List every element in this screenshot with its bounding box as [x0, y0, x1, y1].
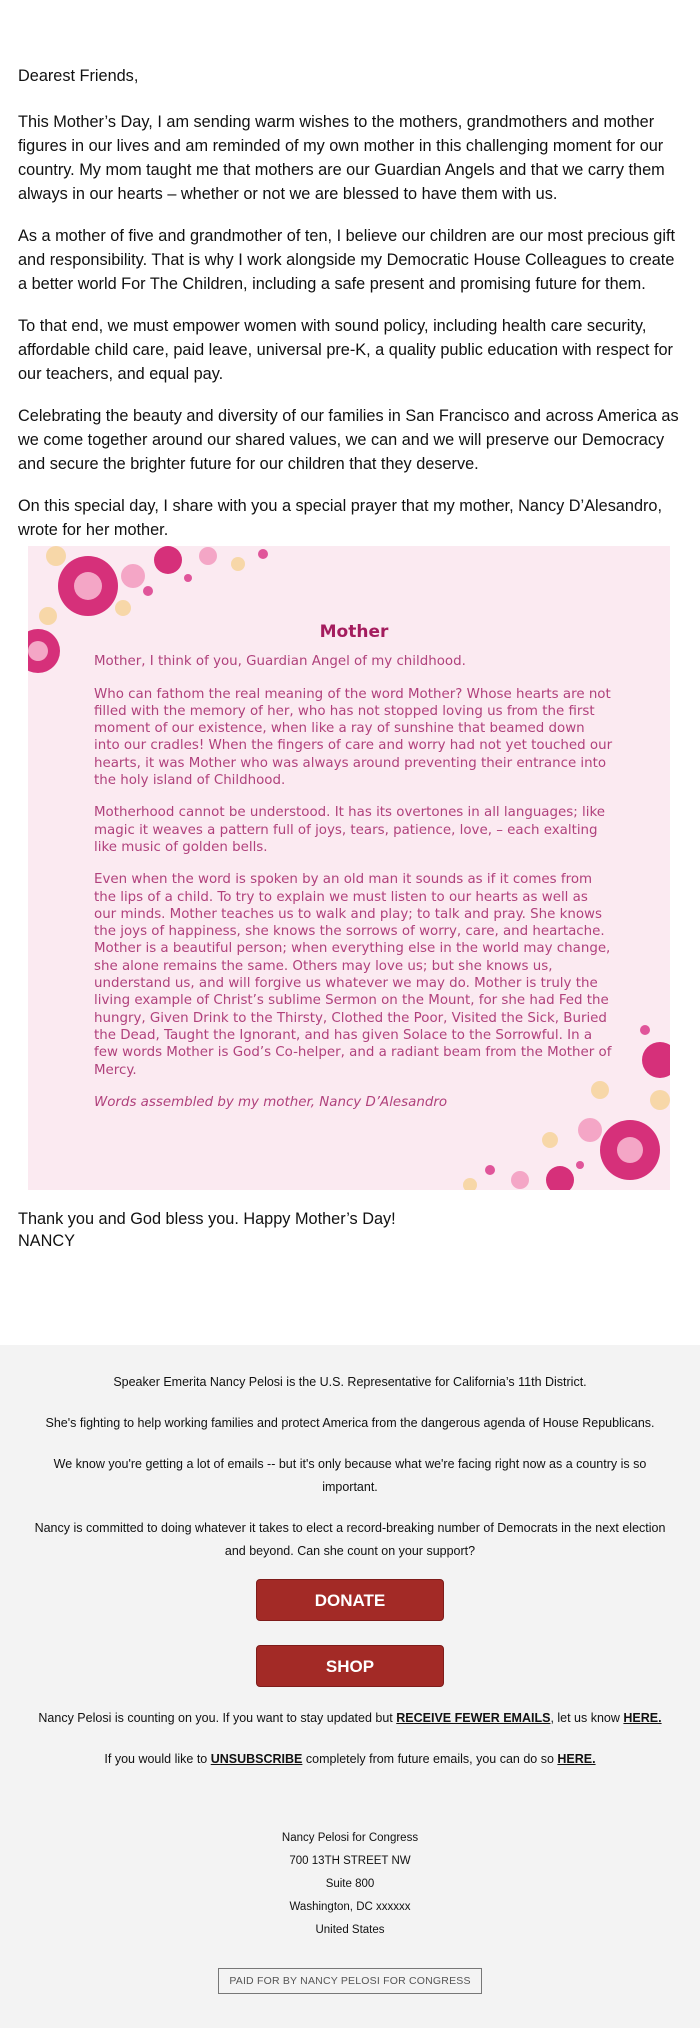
email-footer	[0, 1345, 700, 2028]
unsubscribe-text: completely from future emails, you can do so	[302, 1752, 558, 1766]
unsubscribe-here-link[interactable]: HERE.	[557, 1752, 596, 1766]
poem-stanza: Who can fathom the real meaning of the word Mother? Whose hearts are not filled with the memory of her, who has not stopped loving us from the first moment of our existence, when like a ray of sunshine that beamed down into our cradles! When the fingers of care and worry had not yet touched our hearts, it was Mother who was always around preventing their entrance into the holy island of Childhood.	[94, 686, 613, 789]
footer-line: She's fighting to help working families and protect America from the dangerous agenda of House Republicans.	[45, 1416, 655, 1430]
letter-closing	[0, 1190, 700, 1252]
footer-line: We know you're getting a lot of emails -- but it's only because what we're facing right now as a country is so important.	[53, 1457, 647, 1494]
poem	[94, 624, 614, 1126]
unsubscribe-link[interactable]: UNSUBSCRIBE	[210, 1752, 303, 1766]
greeting: Dearest Friends,	[18, 67, 139, 85]
poem-stanza: Mother, I think of you, Guardian Angel of my childhood.	[94, 654, 466, 670]
letter-paragraph: As a mother of five and grandmother of ten, I believe our children are our most precious gift and responsibility. That is why I work alongside my Democratic House Colleagues to create a better world For The Children, including a safe present and promising future for them.	[18, 227, 676, 293]
letter-paragraph: On this special day, I share with you a special prayer that my mother, Nancy D’Alesandro, wrote for her mother.	[18, 497, 663, 539]
donate-button[interactable]: DONATE	[256, 1579, 444, 1621]
poem-title: Mother	[319, 622, 389, 642]
address-line: Suite 800	[325, 1878, 375, 1890]
poem-attribution: Words assembled by my mother, Nancy D’Alesandro	[94, 1094, 448, 1110]
signature: NANCY	[18, 1232, 75, 1250]
shop-button[interactable]: SHOP	[256, 1645, 444, 1687]
address-line: Nancy Pelosi for Congress	[281, 1832, 419, 1844]
letter-paragraph: Celebrating the beauty and diversity of our families in San Francisco and across America as we come together around our shared values, we can and we will preserve our Democracy and secure the brighter future for our children that they deserve.	[18, 407, 679, 473]
fewer-emails-line	[30, 1707, 670, 1730]
receive-fewer-emails-link[interactable]: RECEIVE FEWER EMAILS	[396, 1711, 551, 1725]
mailing-address	[0, 1827, 700, 1942]
letter-paragraph: To that end, we must empower women with sound policy, including health care security, affordable child care, paid leave, universal pre-K, a quality public education with respect for our teachers, and equal pay.	[18, 317, 673, 383]
unsubscribe-line	[30, 1748, 670, 1771]
poem-stanza: Motherhood cannot be understood. It has its overtones in all languages; like magic it weaves a pattern full of joys, tears, patience, love, – each exalting like music of golden bells.	[94, 805, 605, 855]
footer-line: Speaker Emerita Nancy Pelosi is the U.S. Representative for California’s 11th District.	[113, 1375, 587, 1389]
fewer-emails-here-link[interactable]: HERE.	[623, 1711, 662, 1725]
address-line: 700 13TH STREET NW	[289, 1855, 411, 1867]
poem-stanza: Even when the word is spoken by an old man it sounds as if it comes from the lips of a child. To try to explain we must listen to our hearts as well as our minds. Mother teaches us to walk and play; to talk and pray. She knows the joys of happiness, she knows the sorrows of worry, care, and heartache. Mother is a beautiful person; when everything else in the world may change, she alone remains the same. Others may love us; but she knows us, understand us, and will forgive us whatever we may do. Mother is truly the living example of Christ’s sublime Sermon on the Mount, for she had Fed the hungry, Given Drink to the Thirsty, Clothed the Poor, Visited the Sick, Buried the Dead, Taught the Ignorant, and has given Solace to the Sorrowful. In a few words Mother is God’s Co-helper, and a radiant beam from the Mother of Mercy.	[94, 872, 612, 1078]
paid-for-disclaimer: PAID FOR BY NANCY PELOSI FOR CONGRESS	[218, 1968, 481, 1994]
unsubscribe-text: If you would like to	[104, 1752, 211, 1766]
footer-line: Nancy is committed to doing whatever it takes to elect a record-breaking number of Democrats in the next election and beyond. Can she count on your support?	[34, 1521, 666, 1558]
fewer-emails-text: Nancy Pelosi is counting on you. If you want to stay updated but	[38, 1711, 397, 1725]
mother-poem-card	[28, 546, 670, 1190]
letter-paragraph: This Mother’s Day, I am sending warm wishes to the mothers, grandmothers and mother figures in our lives and am reminded of my own mother in this challenging moment for our country. My mom taught me that mothers are our Guardian Angels and that we carry them always in our hearts – whether or not we are blessed to have them with us.	[18, 113, 665, 203]
address-line: Washington, DC xxxxxx	[289, 1901, 411, 1913]
address-line: United States	[315, 1924, 385, 1936]
closing-line: Thank you and God bless you. Happy Mother’s Day!	[18, 1210, 396, 1228]
fewer-emails-text: , let us know	[550, 1711, 624, 1725]
